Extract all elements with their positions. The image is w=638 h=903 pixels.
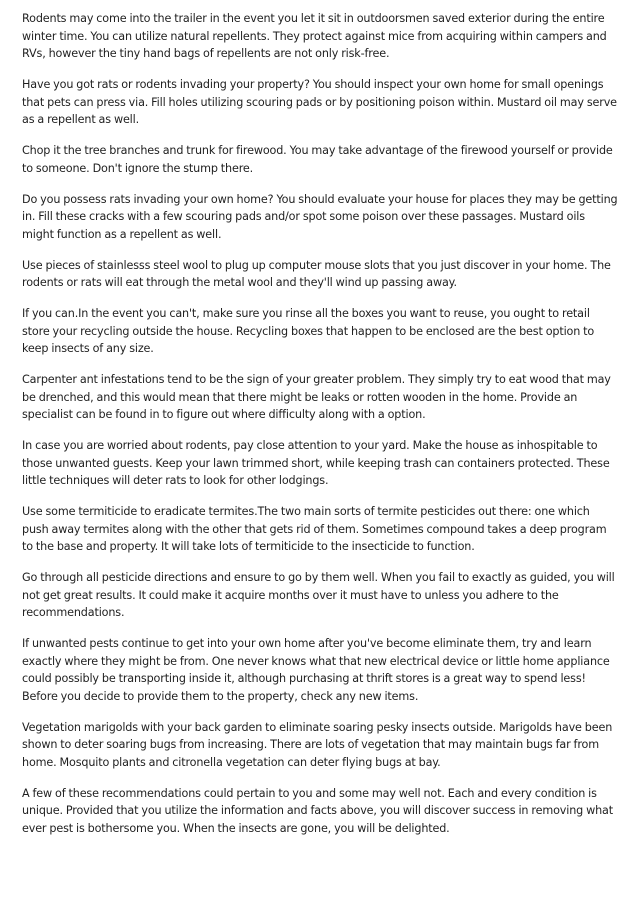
paragraph-11: If unwanted pests continue to get into your own home after you've become eliminate them, try and learn exactly where they might be from. One never knows what that new electrical device or little home appliance could possibly be transporting inside it, although purchasing at thrift stores is a great way to spend less! Before you decide to provide them to the property, check any new items. bbox=[22, 637, 610, 703]
paragraph-2: Have you got rats or rodents invading your property? You should inspect your own home for small openings that pets can press via. Fill holes utilizing scouring pads or by positioning poison within. Mustard oil may serve as a repellent as well. bbox=[22, 78, 617, 126]
paragraph-9: Use some termiticide to eradicate termites.The two main sorts of termite pesticides out there: one which push away termites along with the other that gets rid of them. Sometimes compound takes a deep program to the base and property. It will take lots of termiticide to the insecticide to function. bbox=[22, 505, 607, 553]
paragraph-6: If you can.In the event you can't, make sure you rinse all the boxes you want to reuse, you ought to retail store your recycling outside the house. Recycling boxes that happen to be enclosed are the best option to keep insects of any size. bbox=[22, 307, 595, 355]
paragraph-4: Do you possess rats invading your own home? You should evaluate your house for places they may be getting in. Fill these cracks with a few scouring pads and/or spot some poison over these passages. Mustard oils might function as a repellent as well. bbox=[22, 192, 618, 241]
paragraph-8: In case you are worried about rodents, pay close attention to your yard. Make the house as inhospitable to those unwanted guests. Keep your lawn trimmed short, while keeping trash can containers protected. These little techniques will deter rats to look for other lodgings. bbox=[22, 439, 610, 487]
paragraph-3: Chop it the tree branches and trunk for firewood. You may take advantage of the firewood yourself or provide to someone. Don't ignore the stump there. bbox=[22, 144, 613, 175]
paragraph-5: Use pieces of stainlesss steel wool to plug up computer mouse slots that you just discover in your home. The rodents or rats will eat through the metal wool and they'll wind up passing away. bbox=[22, 258, 611, 289]
paragraph-12: Vegetation marigolds with your back garden to eliminate soaring pesky insects outside. Marigolds have been shown to deter soaring bugs from increasing. There are lots of vegetation that may maintain bugs far from home. Mosquito plants and citronella vegetation can deter flying bugs at bay. bbox=[22, 720, 613, 769]
paragraph-1: Rodents may come into the trailer in the event you let it sit in outdoorsmen saved exterior during the entire winter time. You can utilize natural repellents. They protect against mice from acquiring within campers and RVs, however the tiny hand bags of repellents are not only risk-free. bbox=[22, 12, 607, 60]
paragraph-13: A few of these recommendations could pertain to you and some may well not. Each and every condition is unique. Provided that you utilize the information and facts above, you will discover success in removing what ever pest is bothersome you. When the insects are gone, you will be delighted. bbox=[22, 786, 613, 835]
paragraph-10: Go through all pesticide directions and ensure to go by them well. When you fail to exactly as guided, you will not get great results. It could make it acquire months over it must have to unless you adhere to the recommendations. bbox=[22, 571, 615, 619]
paragraph-7: Carpenter ant infestations tend to be the sign of your greater problem. They simply try to eat wood that may be drenched, and this would mean that there might be leaks or rotten wooden in the home. Provide an specialist can be found in to figure out where difficulty along with a option. bbox=[22, 373, 611, 421]
